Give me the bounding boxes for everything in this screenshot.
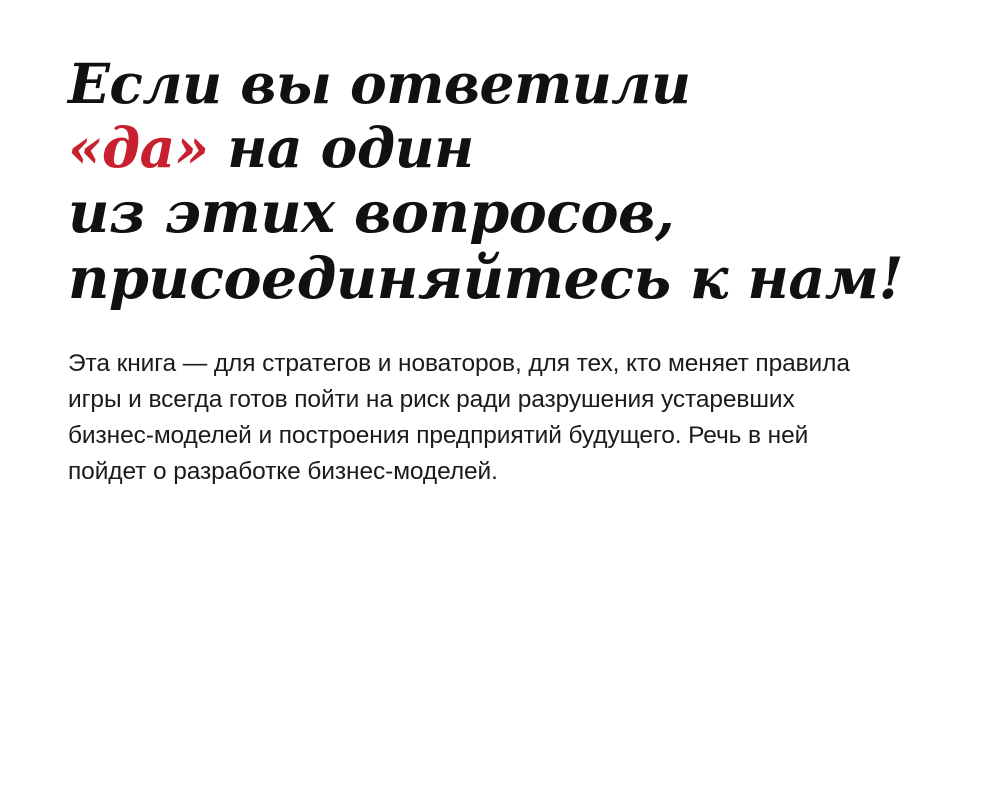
headline-line-1: Если вы ответили: [68, 51, 691, 116]
headline-accent-word: «да»: [68, 114, 209, 180]
headline-line-4: присоединяйтесь к нам!: [68, 244, 904, 312]
body-text: [68, 346, 878, 490]
page-title: [68, 52, 940, 312]
headline-line-2-rest: на один: [208, 114, 474, 180]
headline-line-3: из этих вопросов,: [68, 178, 675, 246]
body-paragraph: Эта книга — для стратегов и новаторов, для тех, кто меняет правила игры и всегда готов пойти на риск ради разрушения устаревших бизнес-моделей и построения предприятий будущего. Речь в ней пойдет о разработке бизнес-моделей.: [68, 349, 850, 485]
headline-line-2: [68, 116, 940, 180]
